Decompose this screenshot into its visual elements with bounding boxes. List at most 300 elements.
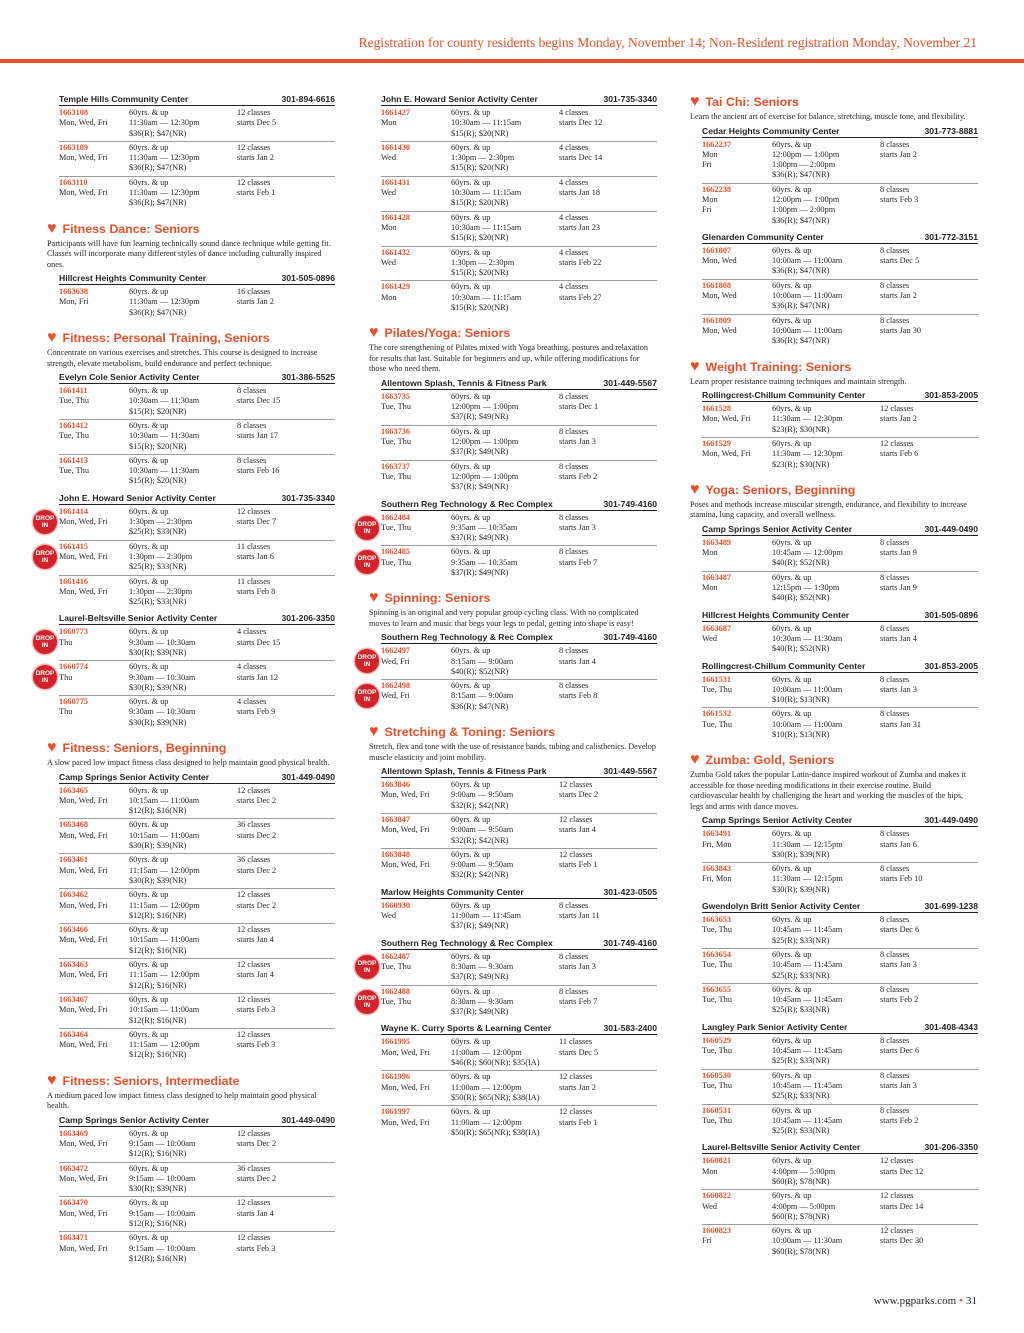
- class-count: 11 classes: [559, 1037, 593, 1047]
- course-code[interactable]: 1663847: [381, 814, 411, 824]
- count-start-cell: [880, 140, 978, 181]
- course-code[interactable]: 1661432: [381, 247, 411, 257]
- course-code[interactable]: 1663461: [59, 855, 89, 865]
- course-code[interactable]: 1661996: [381, 1072, 411, 1082]
- class-count: 12 classes: [237, 1128, 271, 1138]
- age-time-cell: [451, 815, 559, 846]
- class-days: Tue, Thu: [59, 466, 89, 476]
- drop-in-label-bottom: IN: [41, 556, 49, 564]
- website-link[interactable]: www.pgparks.com: [873, 1295, 957, 1307]
- location-name: Allentown Splash, Tennis & Fitness Park: [381, 377, 547, 388]
- course-code[interactable]: 1663463: [59, 960, 89, 970]
- class-count: 12 classes: [237, 994, 271, 1004]
- class-fee: $23(R); $30(NR): [772, 459, 830, 469]
- age-range: 60yrs. & up: [451, 247, 491, 257]
- class-row: [702, 1225, 978, 1259]
- class-count: 12 classes: [559, 849, 593, 859]
- drop-in-badge: [33, 630, 57, 654]
- age-time-cell: [451, 427, 559, 458]
- age-time-cell: [772, 1156, 880, 1187]
- course-code[interactable]: 1661532: [702, 709, 732, 719]
- age-time-cell: [129, 386, 237, 417]
- course-code[interactable]: 1660930: [381, 900, 411, 910]
- count-start-cell: [237, 995, 335, 1026]
- class-time: 10:45am — 11:45am: [772, 1115, 843, 1125]
- start-date: starts Feb 3: [237, 1243, 276, 1253]
- start-date: starts Feb 10: [880, 874, 923, 884]
- course-code[interactable]: 1660773: [59, 627, 89, 637]
- location-phone[interactable]: 301-206-3350: [924, 1142, 978, 1153]
- location-header: [59, 1115, 335, 1127]
- section-title: [369, 590, 657, 606]
- class-fee: $25(R); $33(NR): [772, 970, 830, 980]
- class-days: Tue, Thu: [381, 557, 411, 567]
- course-code[interactable]: 1661413: [59, 455, 89, 465]
- class-count: 12 classes: [880, 1226, 914, 1236]
- course-code[interactable]: 1663489: [702, 537, 732, 547]
- age-range: 60yrs. & up: [772, 139, 812, 149]
- age-time-cell: [451, 213, 559, 244]
- count-start-cell: [559, 815, 657, 846]
- age-time-cell: [772, 573, 880, 604]
- course-code[interactable]: 1663846: [381, 780, 411, 790]
- location-phone[interactable]: 301-449-0490: [924, 523, 978, 534]
- count-start-cell: [880, 675, 978, 706]
- course-code[interactable]: 1660775: [59, 697, 89, 707]
- course-code[interactable]: 1661809: [702, 315, 732, 325]
- class-count: 8 classes: [880, 709, 910, 719]
- section-stretching-toning-seniors: [357, 723, 657, 1140]
- course-code[interactable]: 1663466: [59, 925, 89, 935]
- class-fee: $37(R); $49(NR): [451, 1007, 509, 1017]
- course-code[interactable]: 1663472: [59, 1163, 89, 1173]
- code-days-cell: [59, 697, 129, 728]
- course-code[interactable]: 1661411: [59, 386, 88, 396]
- count-start-cell: [559, 462, 657, 493]
- class-time: 1:30pm — 2:30pm: [129, 586, 193, 596]
- location-name: Allentown Splash, Tennis & Fitness Park: [381, 766, 547, 777]
- class-count: 8 classes: [559, 646, 589, 656]
- age-time-cell: [129, 995, 237, 1026]
- code-days-cell: [59, 577, 129, 608]
- age-range: 60yrs. & up: [772, 1105, 812, 1115]
- location-phone[interactable]: 301-583-2400: [603, 1023, 657, 1034]
- count-start-cell: [559, 427, 657, 458]
- location-phone[interactable]: 301-749-4160: [603, 498, 657, 509]
- course-code[interactable]: 1662484: [381, 512, 411, 522]
- code-days-cell: [59, 1198, 129, 1229]
- location-phone[interactable]: 301-894-6616: [281, 94, 335, 104]
- age-time-cell: [129, 890, 237, 921]
- start-date: starts Dec 14: [880, 1201, 924, 1211]
- class-fee: $30(R); $39(NR): [129, 682, 187, 692]
- section-title-text: Fitness Dance: Seniors: [62, 221, 200, 236]
- code-days-cell: [702, 439, 772, 470]
- location-phone[interactable]: 301-449-0490: [281, 771, 335, 782]
- class-days: Mon, Wed, Fri: [59, 551, 108, 561]
- location-block: [381, 887, 657, 934]
- age-range: 60yrs. & up: [129, 455, 169, 465]
- code-days-cell: [381, 1107, 451, 1138]
- location-phone[interactable]: 301-505-0896: [281, 273, 335, 284]
- count-start-cell: [880, 624, 978, 655]
- start-date: starts Jan 23: [559, 222, 601, 232]
- location-phone[interactable]: 301-772-3151: [924, 231, 978, 242]
- class-days: Tue, Thu: [702, 1046, 732, 1056]
- class-row: [59, 854, 335, 889]
- course-code[interactable]: 1663470: [59, 1198, 89, 1208]
- course-code[interactable]: 1663467: [59, 994, 89, 1004]
- page-footer: [874, 1295, 977, 1307]
- course-code[interactable]: 1661414: [59, 506, 89, 516]
- age-range: 60yrs. & up: [772, 984, 812, 994]
- start-date: starts Jan 4: [559, 825, 596, 835]
- start-date: starts Feb 6: [880, 449, 919, 459]
- class-time: 10:15am — 11:00am: [129, 935, 200, 945]
- location-header: [702, 232, 978, 244]
- course-code[interactable]: 1661529: [702, 438, 732, 448]
- location-phone[interactable]: 301-423-0505: [603, 886, 657, 897]
- course-code[interactable]: 1662497: [381, 646, 411, 656]
- location-block: [702, 390, 978, 472]
- course-code[interactable]: 1661430: [381, 142, 411, 152]
- course-code[interactable]: 1660822: [702, 1191, 732, 1201]
- class-time: 11:00am — 12:00pm: [451, 1082, 522, 1092]
- course-code[interactable]: 1662487: [381, 951, 411, 961]
- course-code[interactable]: 1661412: [59, 420, 89, 430]
- class-count: 8 classes: [559, 426, 589, 436]
- location-block: [381, 378, 657, 495]
- count-start-cell: [559, 780, 657, 811]
- count-start-cell: [880, 829, 978, 860]
- code-days-cell: [381, 952, 451, 983]
- course-code[interactable]: 1660823: [702, 1226, 732, 1236]
- location-phone[interactable]: 301-449-0490: [924, 815, 978, 826]
- age-time-cell: [451, 392, 559, 423]
- code-days-cell: [381, 646, 451, 677]
- location-phone[interactable]: 301-408-4343: [924, 1021, 978, 1032]
- location-name: Laurel-Beltsville Senior Activity Center: [702, 1142, 861, 1153]
- class-days: Wed: [702, 633, 717, 643]
- location-phone[interactable]: 301-449-5567: [603, 766, 657, 777]
- course-code[interactable]: 1661997: [381, 1107, 411, 1117]
- section-title: [47, 330, 335, 346]
- course-code[interactable]: 1662488: [381, 986, 411, 996]
- count-start-cell: [880, 281, 978, 312]
- drop-in-label-bottom: IN: [363, 966, 371, 974]
- section-description: Zumba Gold takes the popular Latin-dance inspired workout of Zumba and makes it accessible for those needing modifications in their exercise routine. Build cardiovascular health by challenging the heart and working the muscles of the hips, legs and arms with dance moves.: [690, 770, 967, 811]
- course-code[interactable]: 1663848: [381, 849, 411, 859]
- count-start-cell: [880, 950, 978, 981]
- course-code[interactable]: 1660531: [702, 1105, 732, 1115]
- course-code[interactable]: 1663736: [381, 426, 411, 436]
- class-fee: $12(R); $16(NR): [129, 806, 187, 816]
- class-count: 8 classes: [880, 572, 910, 582]
- start-date: starts Jan 4: [559, 656, 596, 666]
- course-code[interactable]: 1663737: [381, 461, 411, 471]
- class-time: 10:45am — 12:00pm: [772, 548, 843, 558]
- course-code[interactable]: 1663469: [59, 1128, 89, 1138]
- course-code[interactable]: 1661415: [59, 541, 89, 551]
- class-count: 12 classes: [559, 1107, 593, 1117]
- location-block: [381, 1023, 657, 1140]
- code-days-cell: [702, 1106, 772, 1137]
- count-start-cell: [237, 786, 335, 817]
- class-time: 10:30am — 11:30am: [772, 633, 843, 643]
- course-code[interactable]: 1662498: [381, 681, 411, 691]
- class-count: 8 classes: [880, 674, 910, 684]
- class-fee: $40(R); $52(NR): [772, 593, 830, 603]
- start-date: starts Dec 2: [559, 790, 599, 800]
- drop-in-label-top: DROP: [35, 514, 55, 522]
- count-start-cell: [237, 1233, 335, 1264]
- age-time-cell: [129, 697, 237, 728]
- course-code[interactable]: 1660529: [702, 1035, 732, 1045]
- course-code[interactable]: 1662485: [381, 547, 411, 557]
- age-time-cell: [129, 542, 237, 573]
- course-code[interactable]: 1661431: [381, 177, 411, 187]
- class-count: 8 classes: [559, 547, 589, 557]
- location-header: [702, 661, 978, 673]
- location-block: [702, 1142, 978, 1259]
- class-days: Thu: [59, 707, 73, 717]
- drop-in-badge: [355, 649, 379, 673]
- count-start-cell: [559, 646, 657, 677]
- age-time-cell: [451, 282, 559, 313]
- course-code[interactable]: 1663471: [59, 1233, 89, 1243]
- start-date: starts Dec 5: [237, 118, 277, 128]
- course-code[interactable]: 1661429: [381, 282, 411, 292]
- class-fee: $10(R); $13(NR): [772, 695, 830, 705]
- count-start-cell: [880, 864, 978, 895]
- course-code[interactable]: 1663487: [702, 572, 732, 582]
- class-time: 12:15pm — 1:30pm: [772, 583, 840, 593]
- age-range: 60yrs. & up: [129, 506, 169, 516]
- code-days-cell: [59, 456, 129, 487]
- class-row: [381, 779, 657, 814]
- age-range: 60yrs. & up: [451, 900, 491, 910]
- class-count: 8 classes: [237, 386, 267, 396]
- course-code[interactable]: 1661807: [702, 245, 732, 255]
- course-code[interactable]: 1663843: [702, 864, 732, 874]
- section-fitness-seniors-beginning: [47, 740, 335, 1063]
- class-fee: $30(R); $39(NR): [129, 875, 187, 885]
- class-time: 1:30pm — 2:30pm: [451, 257, 515, 267]
- class-time: 11:15am — 12:00pm: [129, 1040, 200, 1050]
- class-count: 12 classes: [237, 506, 271, 516]
- class-count: 12 classes: [237, 925, 271, 935]
- start-date: starts Jan 3: [880, 684, 917, 694]
- location-phone[interactable]: 301-449-5567: [603, 377, 657, 388]
- location-header: [59, 613, 335, 625]
- age-range: 60yrs. & up: [772, 674, 812, 684]
- course-code[interactable]: 1663464: [59, 1029, 89, 1039]
- course-code[interactable]: 1660821: [702, 1156, 732, 1166]
- class-time: 10:30am — 11:15am: [451, 188, 522, 198]
- class-time: 10:45am — 11:45am: [772, 995, 843, 1005]
- age-time-cell: [129, 421, 237, 452]
- age-time-cell: [451, 513, 559, 544]
- class-time: 9:30am — 10:30am: [129, 672, 196, 682]
- class-time: 12:00pm — 1:00pm: [451, 471, 519, 481]
- drop-in-label-bottom: IN: [363, 562, 371, 570]
- count-start-cell: [237, 287, 335, 318]
- age-range: 60yrs. & up: [451, 212, 491, 222]
- location-block: [381, 766, 657, 883]
- location-phone[interactable]: 301-749-4160: [603, 632, 657, 643]
- course-code[interactable]: 1662237: [702, 139, 732, 149]
- section-title: [47, 740, 335, 756]
- course-code[interactable]: 1663653: [702, 915, 732, 925]
- location-phone[interactable]: 301-206-3350: [281, 613, 335, 624]
- course-code[interactable]: 1663735: [381, 391, 411, 401]
- class-row: [59, 1128, 335, 1163]
- class-days: Tue, Thu: [381, 437, 411, 447]
- course-code[interactable]: 1660530: [702, 1070, 732, 1080]
- class-time: 10:00am — 11:00am: [772, 256, 843, 266]
- location-phone[interactable]: 301-773-8881: [924, 125, 978, 136]
- course-code[interactable]: 1661995: [381, 1037, 411, 1047]
- class-row: [59, 959, 335, 994]
- age-range: 60yrs. & up: [772, 315, 812, 325]
- age-range: 60yrs. & up: [451, 426, 491, 436]
- course-code[interactable]: 1663655: [702, 984, 732, 994]
- class-days: Mon, Wed, Fri: [381, 825, 430, 835]
- class-fee: $12(R); $16(NR): [129, 1253, 187, 1263]
- location-phone[interactable]: 301-735-3340: [281, 492, 335, 503]
- course-code[interactable]: 1663462: [59, 890, 89, 900]
- class-row: [702, 1035, 978, 1070]
- age-time-cell: [772, 1071, 880, 1102]
- age-range: 60yrs. & up: [451, 646, 491, 656]
- start-date: starts Jan 2: [880, 149, 917, 159]
- course-code[interactable]: 1663638: [59, 287, 89, 297]
- class-days: Tue, Thu: [59, 396, 89, 406]
- location-header: [381, 938, 657, 950]
- class-count: 12 classes: [880, 1191, 914, 1201]
- class-days: Mon: [381, 222, 397, 232]
- course-code[interactable]: 1662238: [702, 184, 732, 194]
- course-code[interactable]: 1661531: [702, 674, 732, 684]
- age-time-cell: [451, 178, 559, 209]
- section-title: [47, 1073, 335, 1089]
- location-name: Glenarden Community Center: [702, 231, 824, 242]
- class-fee: $36(R); $47(NR): [772, 170, 830, 180]
- class-days: Mon, Wed, Fri: [59, 1040, 108, 1050]
- class-fee: $12(R); $16(NR): [129, 1149, 187, 1159]
- location-phone[interactable]: 301-735-3340: [603, 94, 657, 104]
- course-code[interactable]: 1660774: [59, 662, 89, 672]
- age-time-cell: [772, 1191, 880, 1222]
- class-time: 9:30am — 10:30am: [129, 707, 196, 717]
- age-time-cell: [451, 1072, 559, 1103]
- location-phone[interactable]: 301-853-2005: [924, 660, 978, 671]
- class-days: Tue, Thu: [381, 471, 411, 481]
- start-date: starts Dec 6: [880, 925, 920, 935]
- location-name: John E. Howard Senior Activity Center: [381, 94, 538, 104]
- course-code[interactable]: 1661416: [59, 576, 89, 586]
- class-days: Mon: [702, 583, 718, 593]
- class-count: 4 classes: [237, 662, 267, 672]
- course-code[interactable]: 1663110: [59, 177, 88, 187]
- start-date: starts Jan 4: [880, 633, 917, 643]
- location-phone[interactable]: 301-749-4160: [603, 937, 657, 948]
- class-days: Mon, Wed, Fri: [59, 1173, 108, 1183]
- course-code[interactable]: 1661427: [381, 108, 411, 117]
- registration-banner: Registration for county residents begins Monday, November 14; Non-Resident registration Monday, November 21: [358, 35, 977, 50]
- code-days-cell: [59, 108, 129, 139]
- code-days-cell: [381, 513, 451, 544]
- code-days-cell: [381, 462, 451, 493]
- class-count: 8 classes: [880, 280, 910, 290]
- class-count: 8 classes: [559, 681, 589, 691]
- class-fee: $60(R); $78(NR): [772, 1211, 830, 1221]
- course-code[interactable]: 1663465: [59, 785, 89, 795]
- class-time: 10:00am — 11:00am: [772, 325, 843, 335]
- class-row: [702, 828, 978, 863]
- start-date: starts Dec 14: [559, 153, 603, 163]
- column-2: [357, 94, 657, 1150]
- course-code[interactable]: 1663108: [59, 108, 89, 117]
- course-code[interactable]: 1663109: [59, 142, 89, 152]
- age-range: 60yrs. & up: [772, 1191, 812, 1201]
- course-code[interactable]: 1663468: [59, 820, 89, 830]
- section-title-text: Fitness: Seniors, Beginning: [62, 741, 227, 756]
- drop-in-badge: [355, 550, 379, 574]
- location-phone[interactable]: 301-699-1238: [924, 901, 978, 912]
- course-code[interactable]: 1663491: [702, 829, 732, 839]
- count-start-cell: [559, 901, 657, 932]
- code-days-cell: [381, 213, 451, 244]
- class-row: [59, 455, 335, 489]
- age-time-cell: [772, 864, 880, 895]
- class-row: [702, 1190, 978, 1225]
- course-code[interactable]: 1663687: [702, 623, 732, 633]
- location-name: Evelyn Cole Senior Activity Center: [59, 372, 200, 383]
- class-count: 12 classes: [237, 108, 271, 117]
- course-code[interactable]: 1663654: [702, 949, 732, 959]
- location-phone[interactable]: 301-853-2005: [924, 390, 978, 401]
- code-days-cell: [381, 392, 451, 423]
- class-row: [59, 1197, 335, 1232]
- section-description: Concentrate on various exercises and stretches. This course is designed to increase strength, elevate metabolism, build endurance and perfect technique.: [47, 348, 318, 368]
- location-phone[interactable]: 301-386-5525: [281, 372, 335, 383]
- heart-icon: ♥: [47, 219, 57, 237]
- start-date: starts Feb 27: [559, 292, 602, 302]
- section-title: [369, 724, 657, 740]
- location-header: [59, 372, 335, 384]
- class-days: Mon: [702, 1166, 718, 1176]
- class-row: [59, 286, 335, 320]
- age-range: 60yrs. & up: [129, 541, 169, 551]
- course-code[interactable]: 1661428: [381, 212, 411, 222]
- course-code[interactable]: 1661808: [702, 280, 732, 290]
- class-fee: $25(R); $33(NR): [772, 1056, 830, 1066]
- course-code[interactable]: 1661528: [702, 404, 732, 414]
- location-phone[interactable]: 301-505-0896: [924, 609, 978, 620]
- location-header: [59, 273, 335, 285]
- code-days-cell: [59, 542, 129, 573]
- class-time: 11:00am — 12:00pm: [451, 1117, 522, 1127]
- class-count: 8 classes: [880, 915, 910, 925]
- location-phone[interactable]: 301-449-0490: [281, 1114, 335, 1125]
- code-days-cell: [702, 624, 772, 655]
- age-time-cell: [451, 108, 559, 139]
- section-fitness-seniors-intermediate: [47, 1073, 335, 1267]
- start-date: starts Dec 30: [880, 1236, 924, 1246]
- class-row: [381, 281, 657, 315]
- code-days-cell: [702, 915, 772, 946]
